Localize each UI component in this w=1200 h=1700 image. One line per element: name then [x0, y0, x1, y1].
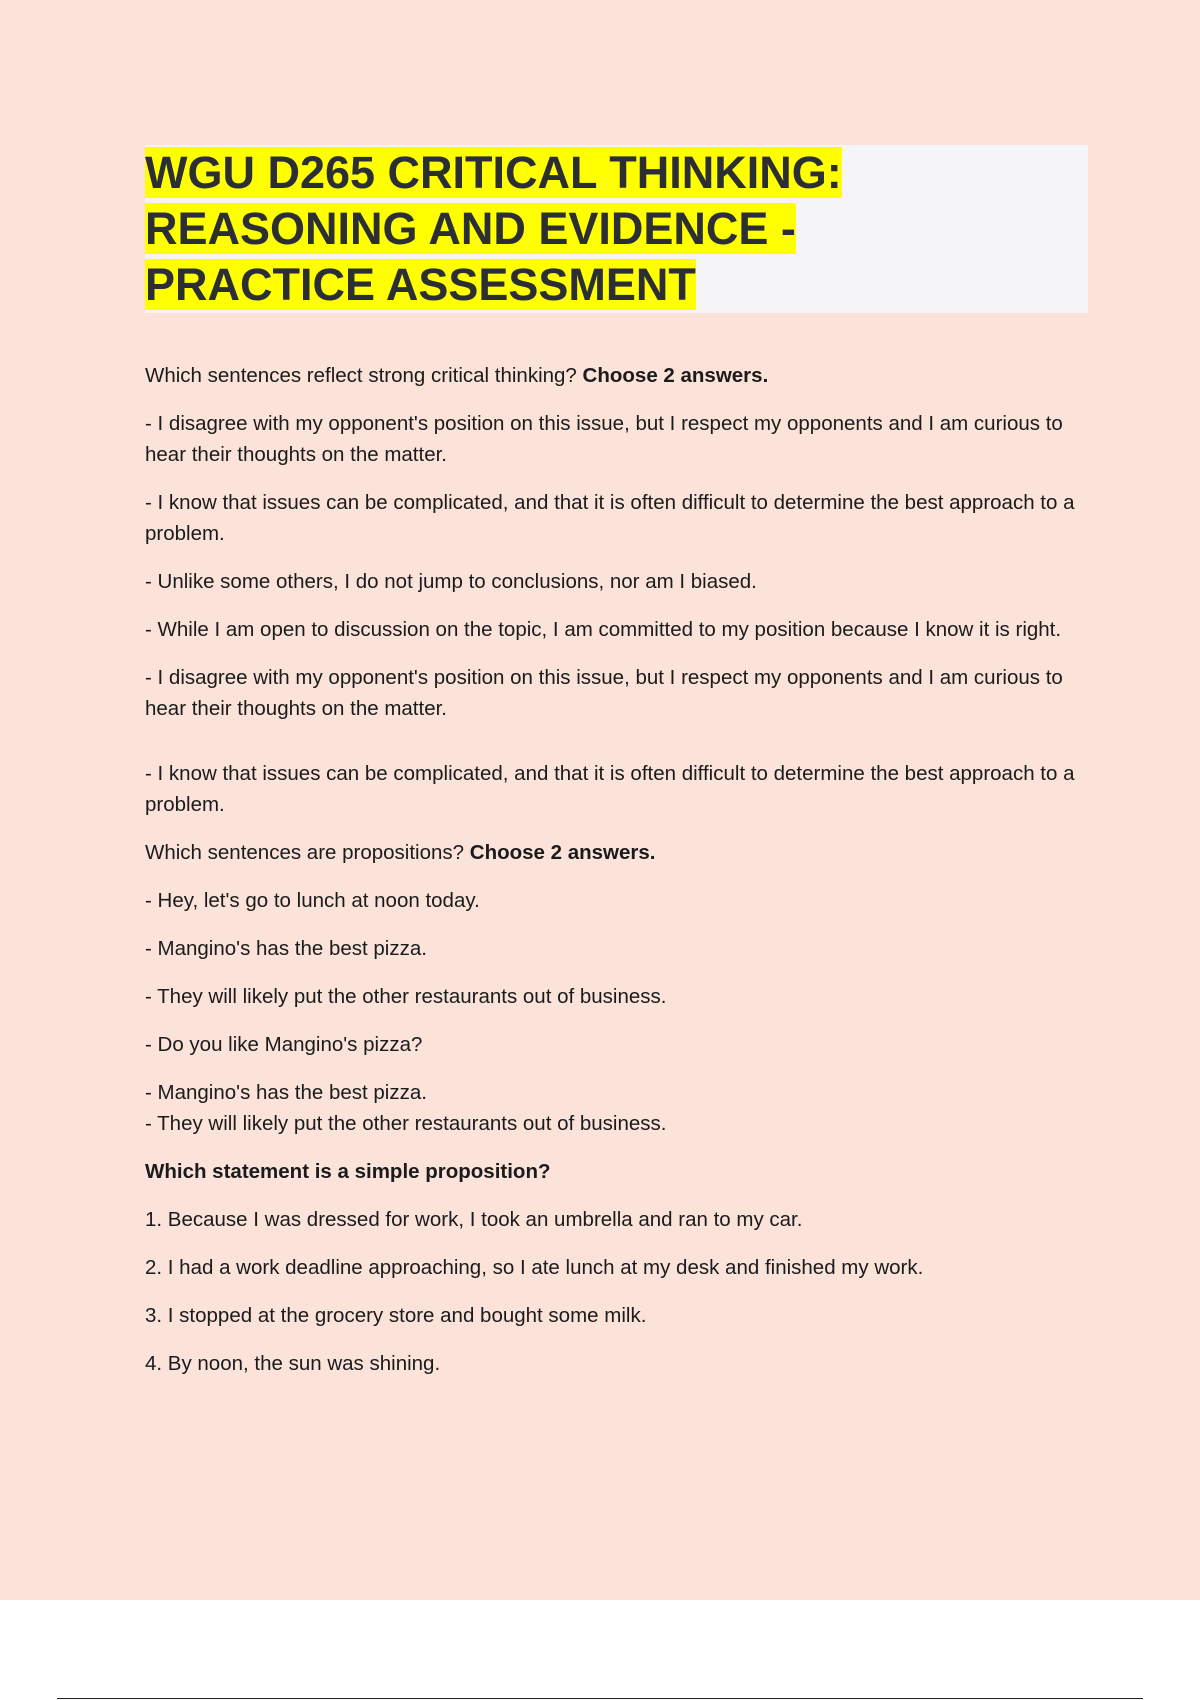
- question-3-option-2: 2. I had a work deadline approaching, so I ate lunch at my desk and finished my work.: [145, 1256, 924, 1279]
- question-2-option-1: - Hey, let's go to lunch at noon today.: [145, 889, 480, 912]
- title-line-2: REASONING AND EVIDENCE -: [145, 203, 796, 254]
- question-3: [145, 1156, 1090, 1187]
- question-1: [145, 360, 1090, 391]
- question-2-answer-1: - Mangino's has the best pizza.: [145, 1081, 427, 1104]
- question-3-text: Which statement is a simple proposition?: [145, 1160, 551, 1183]
- question-1-option-2: - I know that issues can be complicated, and that it is often difficult to determine the best approach to a problem.: [145, 491, 1075, 545]
- question-3-option-3: 3. I stopped at the grocery store and bought some milk.: [145, 1304, 647, 1327]
- title-line-3: PRACTICE ASSESSMENT: [145, 259, 696, 310]
- question-1-answer-1: - I disagree with my opponent's position on this issue, but I respect my opponents and I am curious to hear their thoughts on the matter.: [145, 666, 1063, 720]
- question-2-option-2: - Mangino's has the best pizza.: [145, 937, 427, 960]
- document-body: [145, 360, 1090, 1396]
- question-1-option-3: - Unlike some others, I do not jump to conclusions, nor am I biased.: [145, 570, 757, 593]
- question-2-option-3: - They will likely put the other restaurants out of business.: [145, 985, 667, 1008]
- footer-divider: [57, 1698, 1143, 1699]
- question-2-text: Which sentences are propositions?: [145, 841, 465, 864]
- question-2-answer-2: - They will likely put the other restaurants out of business.: [145, 1112, 667, 1135]
- question-1-answer-2: - I know that issues can be complicated, and that it is often difficult to determine the best approach to a problem.: [145, 762, 1075, 816]
- question-1-option-4: - While I am open to discussion on the topic, I am committed to my position because I know it is right.: [145, 618, 1062, 641]
- title-block: [145, 145, 1088, 313]
- question-1-instruction: Choose 2 answers.: [582, 364, 769, 387]
- title-line-1: WGU D265 CRITICAL THINKING:: [145, 147, 842, 198]
- question-2-instruction: Choose 2 answers.: [469, 841, 656, 864]
- question-1-option-1: - I disagree with my opponent's position on this issue, but I respect my opponents and I am curious to hear their thoughts on the matter.: [145, 412, 1063, 466]
- document-title: [145, 145, 1088, 313]
- question-2: [145, 837, 1090, 868]
- question-1-text: Which sentences reflect strong critical thinking?: [145, 364, 577, 387]
- question-3-option-4: 4. By noon, the sun was shining.: [145, 1352, 441, 1375]
- question-3-option-1: 1. Because I was dressed for work, I took an umbrella and ran to my car.: [145, 1208, 803, 1231]
- question-2-option-4: - Do you like Mangino's pizza?: [145, 1033, 423, 1056]
